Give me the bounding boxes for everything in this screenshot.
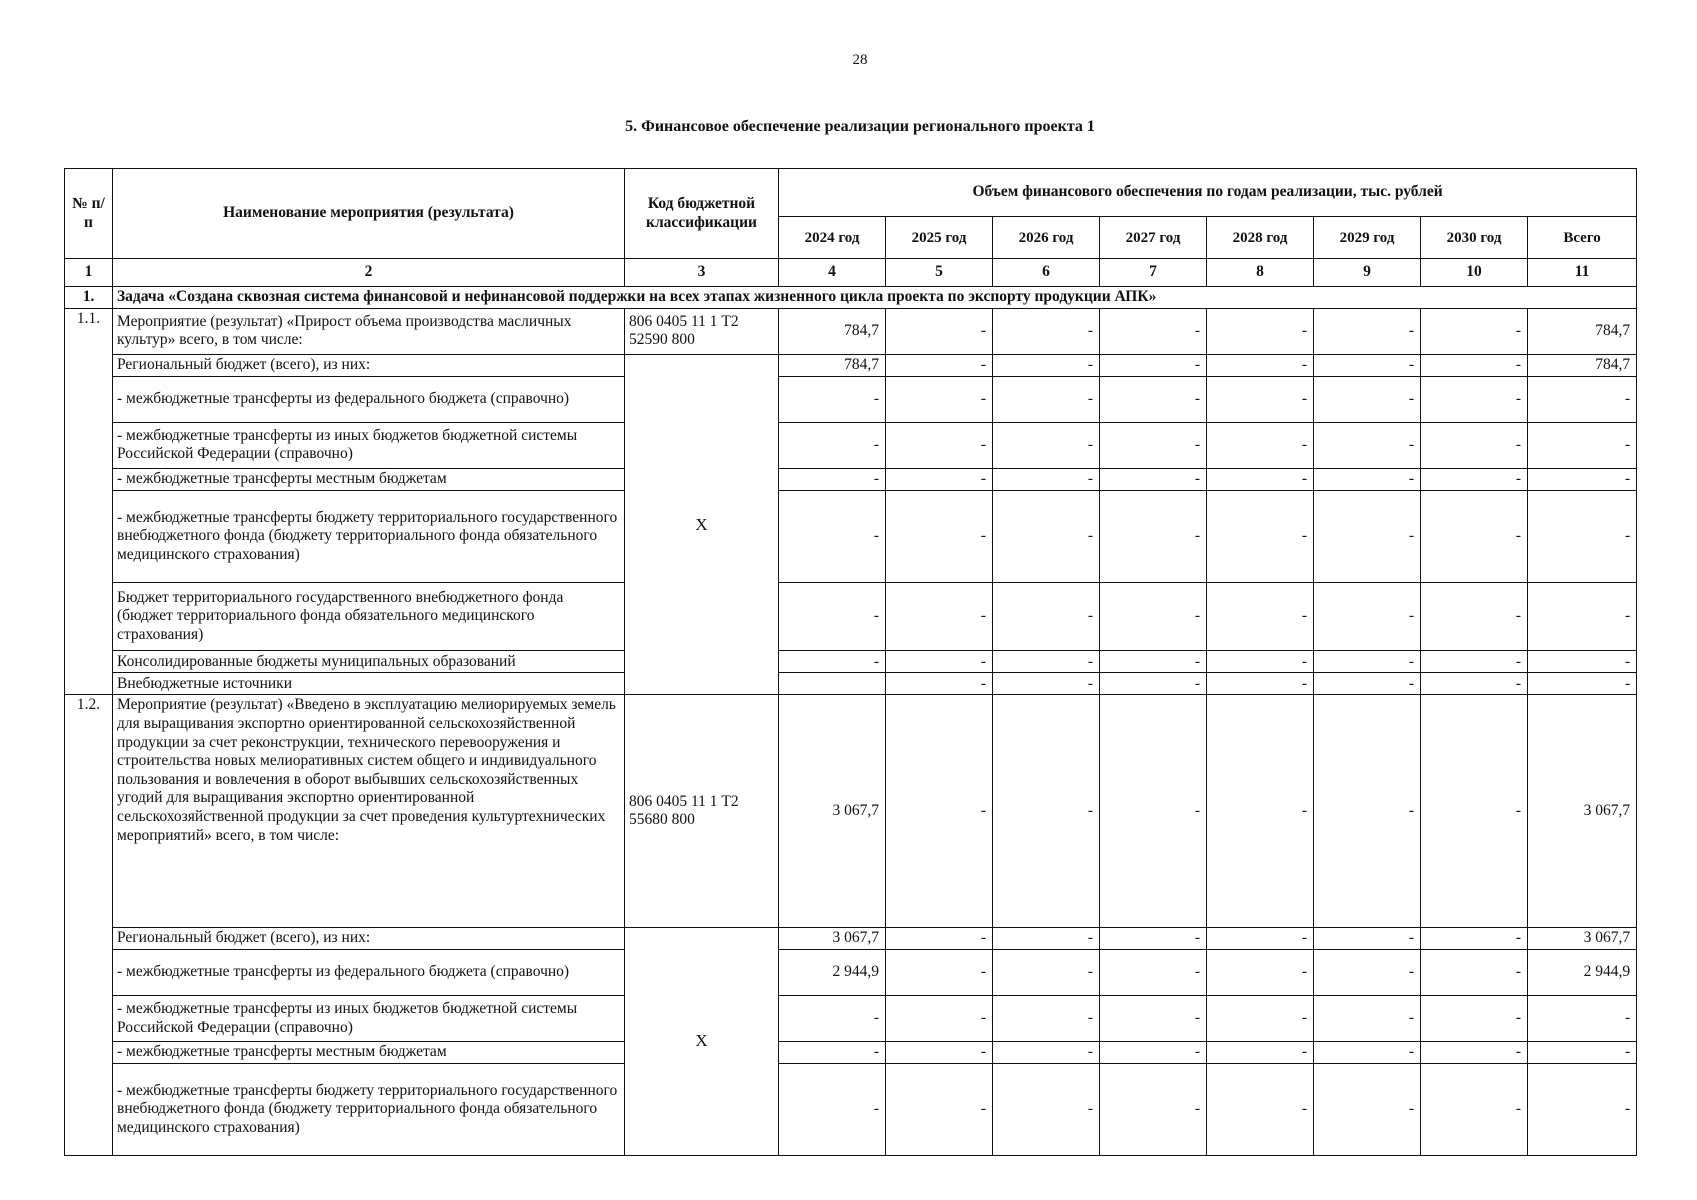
value-2027: - (1100, 1042, 1207, 1064)
header-volume: Объем финансового обеспечения по годам реализации, тыс. рублей (779, 169, 1637, 217)
value-2027: - (1100, 354, 1207, 376)
table-row (65, 651, 1637, 673)
value-total: - (1528, 1064, 1637, 1156)
value-2029: - (1314, 996, 1421, 1042)
value-2029: - (1314, 651, 1421, 673)
table-row (65, 996, 1637, 1042)
column-number: 7 (1100, 259, 1207, 287)
table-row (65, 468, 1637, 490)
value-2026: - (993, 468, 1100, 490)
value-2026: - (993, 1042, 1100, 1064)
value-total: 784,7 (1528, 354, 1637, 376)
task-text: Задача «Создана сквозная система финансовой и нефинансовой поддержки на всех этапах жизненного цикла проекта по экспорту продукции АПК» (113, 286, 1637, 308)
value-2025: - (886, 1064, 993, 1156)
column-number: 2 (113, 259, 625, 287)
value-2026: - (993, 354, 1100, 376)
value-2027: - (1100, 422, 1207, 468)
header-year-2030: 2030 год (1421, 217, 1528, 259)
value-2024: - (779, 651, 886, 673)
value-2025: - (886, 583, 993, 651)
value-2029: - (1314, 308, 1421, 354)
value-total: - (1528, 422, 1637, 468)
value-total: - (1528, 491, 1637, 583)
value-2024: 784,7 (779, 354, 886, 376)
measure-row (65, 695, 1637, 928)
value-2026: - (993, 651, 1100, 673)
value-2027: - (1100, 950, 1207, 996)
column-number: 1 (65, 259, 113, 287)
value-2026: - (993, 673, 1100, 695)
value-2024: 3 067,7 (779, 928, 886, 950)
x-mark: Х (625, 928, 779, 1156)
value-2028: - (1207, 695, 1314, 928)
row-name: - межбюджетные трансферты местным бюджетам (113, 1042, 625, 1064)
value-2028: - (1207, 583, 1314, 651)
value-2029: - (1314, 950, 1421, 996)
value-2029: - (1314, 354, 1421, 376)
value-total: - (1528, 673, 1637, 695)
row-name: Бюджет территориального государственного внебюджетного фонда (бюджет территориального фонда обязательного медицинского страхования) (113, 583, 625, 651)
value-2026: - (993, 308, 1100, 354)
value-2027: - (1100, 583, 1207, 651)
value-total: - (1528, 651, 1637, 673)
header-year-2026: 2026 год (993, 217, 1100, 259)
value-2025: - (886, 1042, 993, 1064)
value-2029: - (1314, 928, 1421, 950)
value-total: 2 944,9 (1528, 950, 1637, 996)
document-title: 5. Финансовое обеспечение реализации регионального проекта 1 (625, 118, 1095, 135)
x-mark: Х (625, 354, 779, 695)
value-2030: - (1421, 1042, 1528, 1064)
value-2028: - (1207, 1064, 1314, 1156)
row-name: - межбюджетные трансферты из иных бюджетов бюджетной системы Российской Федерации (справочно) (113, 996, 625, 1042)
header-total: Всего (1528, 217, 1637, 259)
header-code: Код бюджетной классификации (625, 169, 779, 259)
value-2030: - (1421, 928, 1528, 950)
header-num: № п/п (65, 169, 113, 259)
value-2027: - (1100, 928, 1207, 950)
column-number: 10 (1421, 259, 1528, 287)
value-total: - (1528, 468, 1637, 490)
value-2026: - (993, 928, 1100, 950)
table-row (65, 950, 1637, 996)
value-2025: - (886, 422, 993, 468)
table-row (65, 1064, 1637, 1156)
row-name: Региональный бюджет (всего), из них: (113, 354, 625, 376)
value-2025: - (886, 308, 993, 354)
table-row (65, 491, 1637, 583)
value-2024: - (779, 1064, 886, 1156)
value-2028: - (1207, 354, 1314, 376)
value-2028: - (1207, 308, 1314, 354)
value-2028: - (1207, 673, 1314, 695)
header-year-2027: 2027 год (1100, 217, 1207, 259)
value-2024: - (779, 491, 886, 583)
column-number: 11 (1528, 259, 1637, 287)
value-total: 3 067,7 (1528, 695, 1637, 928)
row-name: Консолидированные бюджеты муниципальных образований (113, 651, 625, 673)
financing-table (64, 168, 1637, 1156)
value-2028: - (1207, 651, 1314, 673)
header-year-2024: 2024 год (779, 217, 886, 259)
row-name: - межбюджетные трансферты из федерального бюджета (справочно) (113, 376, 625, 422)
value-2028: - (1207, 468, 1314, 490)
value-2028: - (1207, 376, 1314, 422)
value-2029: - (1314, 468, 1421, 490)
page-number: 28 (852, 52, 868, 68)
value-2029: - (1314, 422, 1421, 468)
value-2030: - (1421, 673, 1528, 695)
value-2029: - (1314, 583, 1421, 651)
row-name: - межбюджетные трансферты бюджету территориального государственного внебюджетного фонда (бюджету территориального фонда обязательного медицинского страхования) (113, 1064, 625, 1156)
value-2025: - (886, 491, 993, 583)
value-2025: - (886, 376, 993, 422)
value-2026: - (993, 583, 1100, 651)
table-row (65, 422, 1637, 468)
row-name: Внебюджетные источники (113, 673, 625, 695)
value-2024: 3 067,7 (779, 695, 886, 928)
measure-name: Мероприятие (результат) «Прирост объема производства масличных культур» всего, в том числе: (113, 308, 625, 354)
value-2025: - (886, 468, 993, 490)
value-total: - (1528, 583, 1637, 651)
column-number: 3 (625, 259, 779, 287)
value-2030: - (1421, 583, 1528, 651)
value-2024: - (779, 1042, 886, 1064)
value-total: - (1528, 996, 1637, 1042)
value-2025: - (886, 673, 993, 695)
value-2024: - (779, 468, 886, 490)
budget-code: 806 0405 11 1 Т2 55680 800 (625, 695, 779, 928)
value-2024: - (779, 583, 886, 651)
value-2026: - (993, 376, 1100, 422)
value-2024: - (779, 996, 886, 1042)
value-2025: - (886, 354, 993, 376)
value-2025: - (886, 996, 993, 1042)
measure-name: Мероприятие (результат) «Введено в эксплуатацию мелиорируемых земель для выращивания экспортно ориентированной сельскохозяйственной продукции за счет реконструкции, технического перевооружения и строительства новых мелиоративных систем общего и индивидуального пользования и вовлечения в оборот выбывших сельскохозяйственных угодий для выращивания экспортно ориентированной сельскохозяйственной продукции за счет проведения культуртехнических мероприятий» всего, в том числе: (113, 695, 625, 928)
value-2028: - (1207, 928, 1314, 950)
value-2030: - (1421, 308, 1528, 354)
table-row (65, 354, 1637, 376)
value-2025: - (886, 695, 993, 928)
column-number: 6 (993, 259, 1100, 287)
value-2030: - (1421, 651, 1528, 673)
column-number: 9 (1314, 259, 1421, 287)
value-2029: - (1314, 673, 1421, 695)
value-2024: 784,7 (779, 308, 886, 354)
value-2024 (779, 673, 886, 695)
value-2025: - (886, 928, 993, 950)
value-2030: - (1421, 354, 1528, 376)
task-num: 1. (65, 286, 113, 308)
value-2027: - (1100, 1064, 1207, 1156)
table-row (65, 376, 1637, 422)
measure-row (65, 308, 1637, 354)
value-2026: - (993, 1064, 1100, 1156)
value-2026: - (993, 695, 1100, 928)
value-2026: - (993, 996, 1100, 1042)
value-2028: - (1207, 1042, 1314, 1064)
row-name: Региональный бюджет (всего), из них: (113, 928, 625, 950)
value-2024: - (779, 376, 886, 422)
header-year-2025: 2025 год (886, 217, 993, 259)
value-2025: - (886, 950, 993, 996)
value-2029: - (1314, 491, 1421, 583)
value-2027: - (1100, 695, 1207, 928)
value-total: 3 067,7 (1528, 928, 1637, 950)
value-2029: - (1314, 695, 1421, 928)
value-2028: - (1207, 491, 1314, 583)
value-2028: - (1207, 950, 1314, 996)
value-2027: - (1100, 308, 1207, 354)
value-2025: - (886, 651, 993, 673)
table-row (65, 673, 1637, 695)
value-2030: - (1421, 422, 1528, 468)
measure-num: 1.2. (65, 695, 113, 1156)
column-number: 5 (886, 259, 993, 287)
value-2030: - (1421, 950, 1528, 996)
value-2030: - (1421, 695, 1528, 928)
column-number: 8 (1207, 259, 1314, 287)
value-2028: - (1207, 996, 1314, 1042)
value-2028: - (1207, 422, 1314, 468)
value-2029: - (1314, 376, 1421, 422)
row-name: - межбюджетные трансферты из федерального бюджета (справочно) (113, 950, 625, 996)
task-row (65, 286, 1637, 308)
table-row (65, 583, 1637, 651)
table-row (65, 928, 1637, 950)
value-2030: - (1421, 468, 1528, 490)
value-2026: - (993, 950, 1100, 996)
value-2030: - (1421, 491, 1528, 583)
value-2026: - (993, 422, 1100, 468)
value-2027: - (1100, 376, 1207, 422)
value-total: - (1528, 376, 1637, 422)
value-2029: - (1314, 1042, 1421, 1064)
value-2027: - (1100, 996, 1207, 1042)
value-2027: - (1100, 468, 1207, 490)
measure-num: 1.1. (65, 308, 113, 695)
value-2027: - (1100, 491, 1207, 583)
value-total: - (1528, 1042, 1637, 1064)
value-2024: - (779, 422, 886, 468)
value-2030: - (1421, 1064, 1528, 1156)
value-2030: - (1421, 376, 1528, 422)
header-name: Наименование мероприятия (результата) (113, 169, 625, 259)
value-total: 784,7 (1528, 308, 1637, 354)
value-2026: - (993, 491, 1100, 583)
value-2027: - (1100, 673, 1207, 695)
column-number: 4 (779, 259, 886, 287)
header-year-2029: 2029 год (1314, 217, 1421, 259)
value-2024: 2 944,9 (779, 950, 886, 996)
value-2027: - (1100, 651, 1207, 673)
value-2030: - (1421, 996, 1528, 1042)
column-numbers-row (65, 259, 1637, 287)
row-name: - межбюджетные трансферты бюджету территориального государственного внебюджетного фонда (бюджету территориального фонда обязательного медицинского страхования) (113, 491, 625, 583)
row-name: - межбюджетные трансферты местным бюджетам (113, 468, 625, 490)
row-name: - межбюджетные трансферты из иных бюджетов бюджетной системы Российской Федерации (справочно) (113, 422, 625, 468)
value-2029: - (1314, 1064, 1421, 1156)
table-row (65, 1042, 1637, 1064)
header-year-2028: 2028 год (1207, 217, 1314, 259)
budget-code: 806 0405 11 1 Т2 52590 800 (625, 308, 779, 354)
